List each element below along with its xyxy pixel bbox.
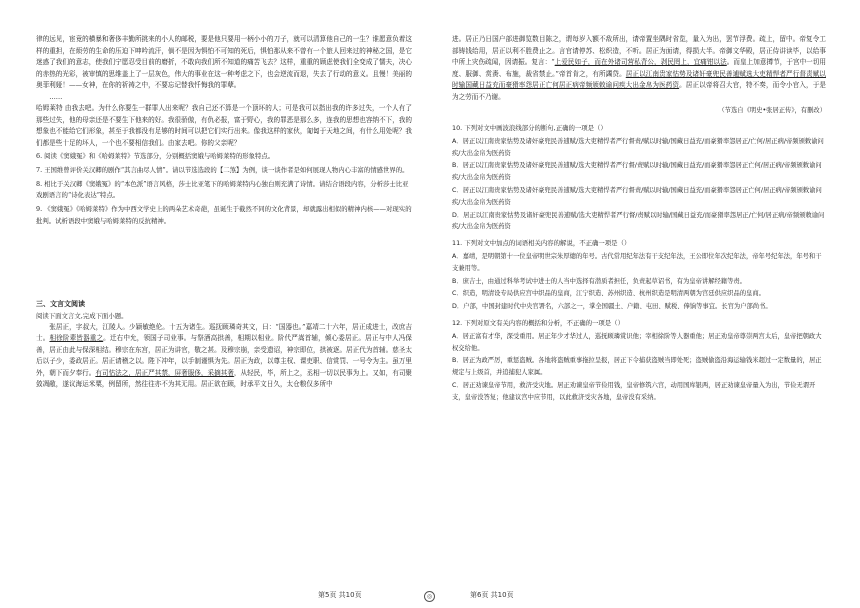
question-9: 9. 《窦娥冤》《哈姆莱特》作为中西文学史上的两朵艺术奇葩，虽诞生于截然不同的文化背景，却就露出相似的精神内核——对现实的批判。试析语段中窦娥与哈姆莱特的反抗精神。 <box>36 205 412 225</box>
question-6: 6. 阅读《窦娥冤》和《哈姆莱特》节选部分，分别概括窦娥与哈姆莱特的形象特点。 <box>36 152 275 160</box>
question-10-option-c: C．居正以江南贵家怙势及诸奸豪兜民善逋赋/选大吏精悍者严行督责/赋以时输/国藏日益充/而豪猾率怨居正亡何/居正病/帝频颁敕谕问疾/大出金帛为医药资 <box>452 186 822 206</box>
passage-text-c: ，从轻民，毕，所上之，丞相一切以民事为上。又如，有司聚敛凋敝，遂议海运米粟，例留所，然往往亦不为其无用。居正欲在顾，时承平文日久，太仓粮仅多所中 <box>36 368 413 389</box>
hamlet-dialogue-paragraph: 哈姆莱特 由我去吧。为什么你要生一群罪人出来呢？我自己还不算是一个顶坏的人；可是我可以指出我的许多过失，一个人有了那些过失，他的母亲还是不要生下他来的好。我很骄傲，有仇必报，富于野心，我的罪恶是那么多，连我的思想也容纳不下，我的想象也不能给它们形象，甚至于我都没有足够的时间可以把它们实行出来。像我这样的家伙，匍匐于天地之间，有什么用处呢？我们都是些十足的坏人，一个也不要相信我们。由家去吧。你的父亲呢？ <box>36 104 412 147</box>
passage-underlined-1: 相徐阶辈皆器重之 <box>49 334 104 343</box>
question-11-option-c: C．织造，明清设专局供应宫中织品的皇商，江宁织造、苏州织造、杭州织造是明清两朝为宫廷供应织品的皇商。 <box>452 290 765 298</box>
section-intro: 阅读下面文言文,完成下面小题。 <box>36 311 128 320</box>
question-8: 8. 相比于关汉卿《窦娥冤》的“本色派”语言风格，莎士比亚笔下的哈姆莱特内心独白则充满了诗情。请结合语段内容，分析莎士比亚戏剧语言的“诗化表达”特点。 <box>36 179 409 200</box>
question-11-option-d: D．户部，中国封建时代中央官署名，六部之一，掌全国疆土、户籍、屯田、赋税、俸饷等事宜。长官为户部尚书。 <box>452 303 772 311</box>
passage-text-a: 张居正，字叔大，江陵人。少颖敏绝伦。十五为诸生。巡抚顾璘奇其文，曰：“国器也。”嘉靖二十六年，居正成进士，改庶吉士。 <box>36 322 412 343</box>
passage-wavy-line-segment: 居正以江南贵家怙势及诸奸豪兜民善逋赋选大吏精悍者严行督责赋以时输国藏日益充而豪猾率怨居正亡何居正病帝频颁敕谕问疾大出金帛为医药资 <box>452 69 826 89</box>
passage-cont-b: 帝御文华殿，居正侍讲读毕，以给事中所上灾伤疏闻，因请振。复言：“ <box>452 46 826 66</box>
question-12-option-b: B．居正为政严厉，重惩盗贼。各地将盗贼重事拖拉呈报，居正下令捕获盗贼当即处死；盗贼偷盗沿海运输钱米超过一定数量的，居正规定与上级首，并追捕犯人家属。 <box>452 357 822 377</box>
right-page <box>430 0 860 608</box>
question-12: 12. 下列对原文有关内容的概括和分析，不正确的一项是（） <box>452 318 624 327</box>
question-10-option-b: B．居正以江南贵家怙势及诸奸豪兜民善逋赋/选大吏精悍者严行督/责赋以时输/国藏日益充/而豪猾率怨居正亡何/居正病/帝频颁敕谕问疾/大出金帛为医药资 <box>452 162 822 182</box>
question-12-option-c: C．居正劝谏皇帝节用，救济受灾地。居正劝谏皇帝节俭用钱，皇帝修筑六宫，动用国库银两，居正劝谏皇帝量入为出，节俭无谓开支，皇帝没答复；他建议宫中应节用，以此救济受灾各地，皇帝没有采纳。 <box>452 381 816 401</box>
center-mark-icon: ◎ <box>424 591 435 602</box>
question-7: 7. 王国维曾评价关汉卿的剧作“其言曲尽人情”。请以节选选段的【二煞】为例，谈一谈作者是如何展现人物内心丰富的情感世界的。 <box>36 165 409 174</box>
passage-cont-c: 。而皇上加意撙节，于宫中一切用度、服御、赏赉、布施，裁省禁止。”帝首肯之，有所蠲贷。 <box>452 58 827 78</box>
page-number-left: 第5页 共10页 <box>318 591 362 599</box>
hamlet-soliloquy-paragraph: 律的远见，宦竟的横暴和奢侈丰勤所挑来的小人的邮税，要是他只要用一柄小小的刀子，就可以清算他自己的一生？谁愿意负着这样的重担，在烦劳的生命的压迫下呻吟流汗，倘不是因为惧怕不可知的死后，惧怕那从来不曾有一个旅人回来过的神秘之国，是它迷惑了我们的意志，使我们宁愿忍受目前的磨折，不敢向我们所不知道的痛苦飞去？这样，重重的顾虑使我们全变成了懦夫，决心的赤热的光彩，被审慎的思维盖上了一层灰色，伟大的事业在这一种考虑之下，也会逆流而退，失去了行动的意义。且慢！美丽的奥菲利娅！——女神，在你的祈祷之中，不要忘记替我忏悔我的罪孽。 <box>36 35 412 89</box>
passage-text-b: 。迁右中允，领国子司业事。与祭酒高拱善，相期以相业。阶代严嵩首辅，倾心委居正。居正与中人冯保善，居正由此与保深相结。穆宗在东宫，居正为讲官，敬之甚。及穆宗崩，亲受遗诏，神宗即位，拱被逐。居正代为首辅。慈圣太后以子少，委政居正。居正请稽之以。陛下冲年，以手制谨惧为先。居正为政，以尊主权、课吏职、信赏罚、一号令为主。虽万里外，朝下而夕奉行。 <box>36 334 413 377</box>
passage-cont-d: 。居正以帝将召大官，特不奏，而令小官入，于是为之劳而不乃谢。 <box>452 81 827 101</box>
passage-source: （节选自《明史•张居正传》，有删改） <box>718 107 826 114</box>
question-11-option-b: B．庶吉士，由通过科举考试中进士的人当中选择有潜质者担任，负责起草诏书，有为皇帝讲解经籍等责。 <box>452 277 746 285</box>
passage-cont-a: 进。居正乃日国户部进御览数目陈之，谓每岁入额不敌所出，请帝置坐隅时省览，量入为出，罢节浮费。疏上，留中。帝复令工部铸钱给用，居正以利不胜费止之。言官请停苏、松织造，不听。居正为面请，得损大半。 <box>452 35 826 55</box>
question-10-option-a: A．居正以江南贵家怙势及诸奸豪兜民善逋赋/选大吏精悍者严行督责/赋以时输/国藏日益充/而豪猾率怨居正/亡何/居正病/帝频颁敕谕问疾/大出金帛为医药资 <box>452 137 824 157</box>
ellipsis: …… <box>49 92 63 101</box>
classical-passage <box>36 322 412 391</box>
passage-continued <box>452 34 826 103</box>
question-10-option-d: D．居正以江南贵家怙势及诸奸豪兜民善逋赋/选大吏精悍者严行督/责赋以时输/国藏日益充/而豪猾率怨居正/亡何/居正病/帝频颁敕谕问疾/大出金帛为医药资 <box>452 211 825 231</box>
page-number-right: 第6页 共10页 <box>470 591 514 599</box>
question-10: 10. 下列对文中画波浪线部分的断句,正确的一项是（） <box>452 124 607 132</box>
section-heading: 三、文言文阅读 <box>36 299 85 308</box>
passage-underlined-2: 有司怙法之，居正严其禁，屏奢服侈，采摘其奢 <box>95 368 234 377</box>
question-12-option-a: A．居正富有才华，深受重用。居正年少才华过人，巡抚顾璘赏识他；宰相徐阶等人器重他；居正劝皇帝尊崇两宫太后，皇帝把朝政大权交给他。 <box>452 332 822 352</box>
passage-cont-underlined: 上爱民如子，而在外诸司营私背公，剥民罔上，宜痛钳以法 <box>554 58 727 66</box>
question-11: 11. 下列对文中加点的词语相关内容的解说，不正确一项是（） <box>452 239 631 248</box>
question-11-option-a: A．嘉靖，是明朝第十一位皇帝明世宗朱厚熜的年号。古代常用纪年法有干支纪年法，王公即位年次纪年法，帝年号纪年法，年号和干支兼用等。 <box>452 252 822 272</box>
